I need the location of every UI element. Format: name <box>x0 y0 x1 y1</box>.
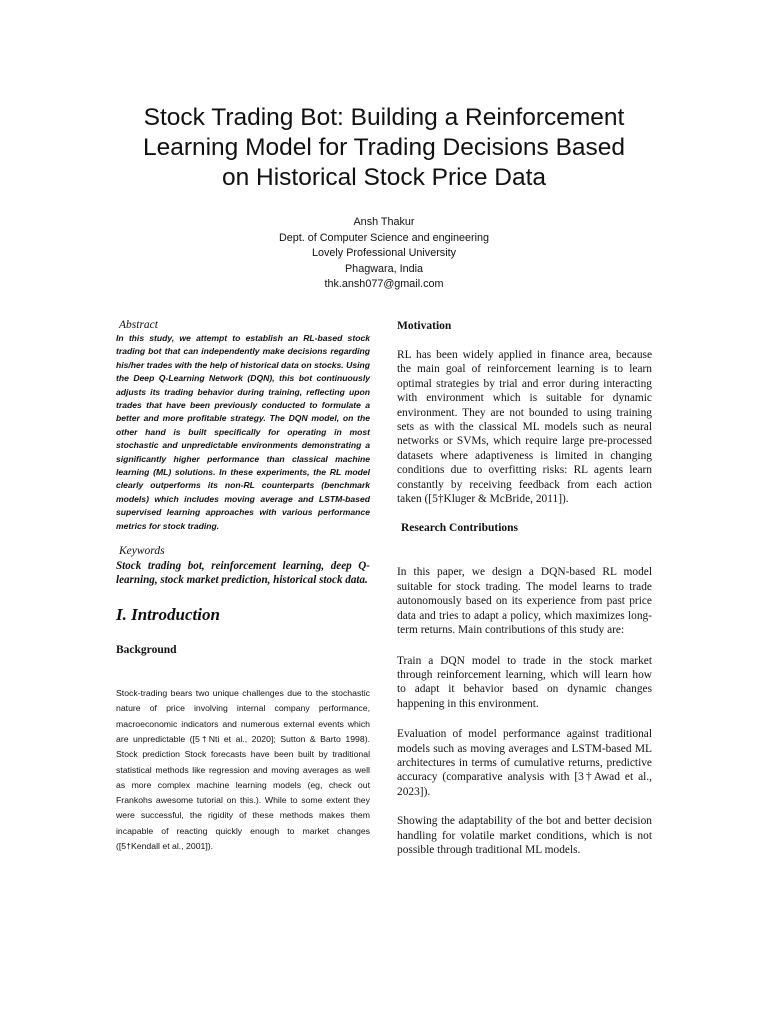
motivation-body: RL has been widely applied in finance area, because the main goal of reinforcement learning is to learn optimal strategies by trial and error during interacting with environment which is suitable for dynamic environment. They are not bounded to using training sets as with the classical ML models such as neural networks or SVMs, which require large pre-processed datasets where adaptiveness is limited in changing conditions due to overfitting risks: RL agents learn constantly by receiving feedback from each action taken ([5†Kluger & McBride, 2011]). <box>397 349 652 506</box>
background-heading: Background <box>116 644 177 657</box>
abstract-body: In this study, we attempt to establish an RL-based stock trading bot that can independently make decisions regarding his/her trades with the help of historical data on stocks. Using the Deep Q-Learning Network (DQN), this bot continuously adjusts its trading behavior during training, reflecting upon trades that have been previously conducted to formulate a better and more profitable strategy. The DQN model, on the other hand is built specifically for operating in most stochastic and unpredictable environments demonstrating a significantly higher performance than classical machine learning (ML) solutions. In these experiments, the RL model clearly outperforms its non-RL counterparts (benchmark models) which includes moving average and LSTM-based supervised learning approaches with various performance metrics for stock trading. <box>116 333 370 531</box>
paper-title <box>84 103 684 193</box>
research-contributions-intro: In this paper, we design a DQN-based RL model suitable for stock trading. The model learns to trade autonomously based on its experience from past price data and tries to adapt a policy, which maximizes long-term returns. Main contributions of this study are: <box>397 566 652 637</box>
research-contributions-heading: Research Contributions <box>401 522 519 535</box>
right-column <box>397 319 652 857</box>
contribution-item: Train a DQN model to trade in the stock market through reinforcement learning, which will learn how to adapt it behavior based on dynamic changes happening in this environment. <box>397 654 652 710</box>
author-university: Lovely Professional University <box>311 247 457 259</box>
title-line: Stock Trading Bot: Building a Reinforcement <box>143 104 625 131</box>
keywords-body: Stock trading bot, reinforcement learning, deep Q-learning, stock market prediction, historical stock data. <box>116 560 370 587</box>
contribution-item: Showing the adaptability of the bot and better decision handling for volatile market conditions, which is not possible through traditional ML models. <box>397 815 652 856</box>
author-email[interactable]: thk.ansh077@gmail.com <box>324 278 444 290</box>
keywords-heading: Keywords <box>119 545 165 558</box>
left-column <box>116 319 370 854</box>
motivation-heading: Motivation <box>397 320 452 332</box>
title-line: on Historical Stock Price Data <box>221 164 547 191</box>
title-line: Learning Model for Trading Decisions Based <box>142 134 626 161</box>
contribution-item: Evaluation of model performance against traditional models such as moving averages and LSTM-based ML architectures in terms of cumulative returns, predictive accuracy (comparative analysis with [3†Awad et al., 2023]). <box>397 728 652 798</box>
author-block <box>184 215 584 293</box>
abstract-heading: Abstract <box>119 319 158 331</box>
author-name: Ansh Thakur <box>353 216 415 228</box>
introduction-heading: I. Introduction <box>116 605 220 625</box>
author-location: Phagwara, India <box>344 262 424 275</box>
author-department: Dept. of Computer Science and engineering <box>278 231 490 244</box>
background-body: Stock-trading bears two unique challenges due to the stochastic nature of price involving internal company performance, macroeconomic indicators and numerous external events which are unpredictable ([5†Nti et al., 2020]; Sutton & Barto 1998). Stock prediction Stock forecasts have been built by traditional statistical methods like regression and moving averages as well as more complex machine learning models (eg, check out Frankohs awesome tutorial on this.). While to some extent they were successful, the rigidity of these methods makes them incapable of reacting quickly enough to market changes ([5†Kendall et al., 2001]). <box>116 688 370 852</box>
